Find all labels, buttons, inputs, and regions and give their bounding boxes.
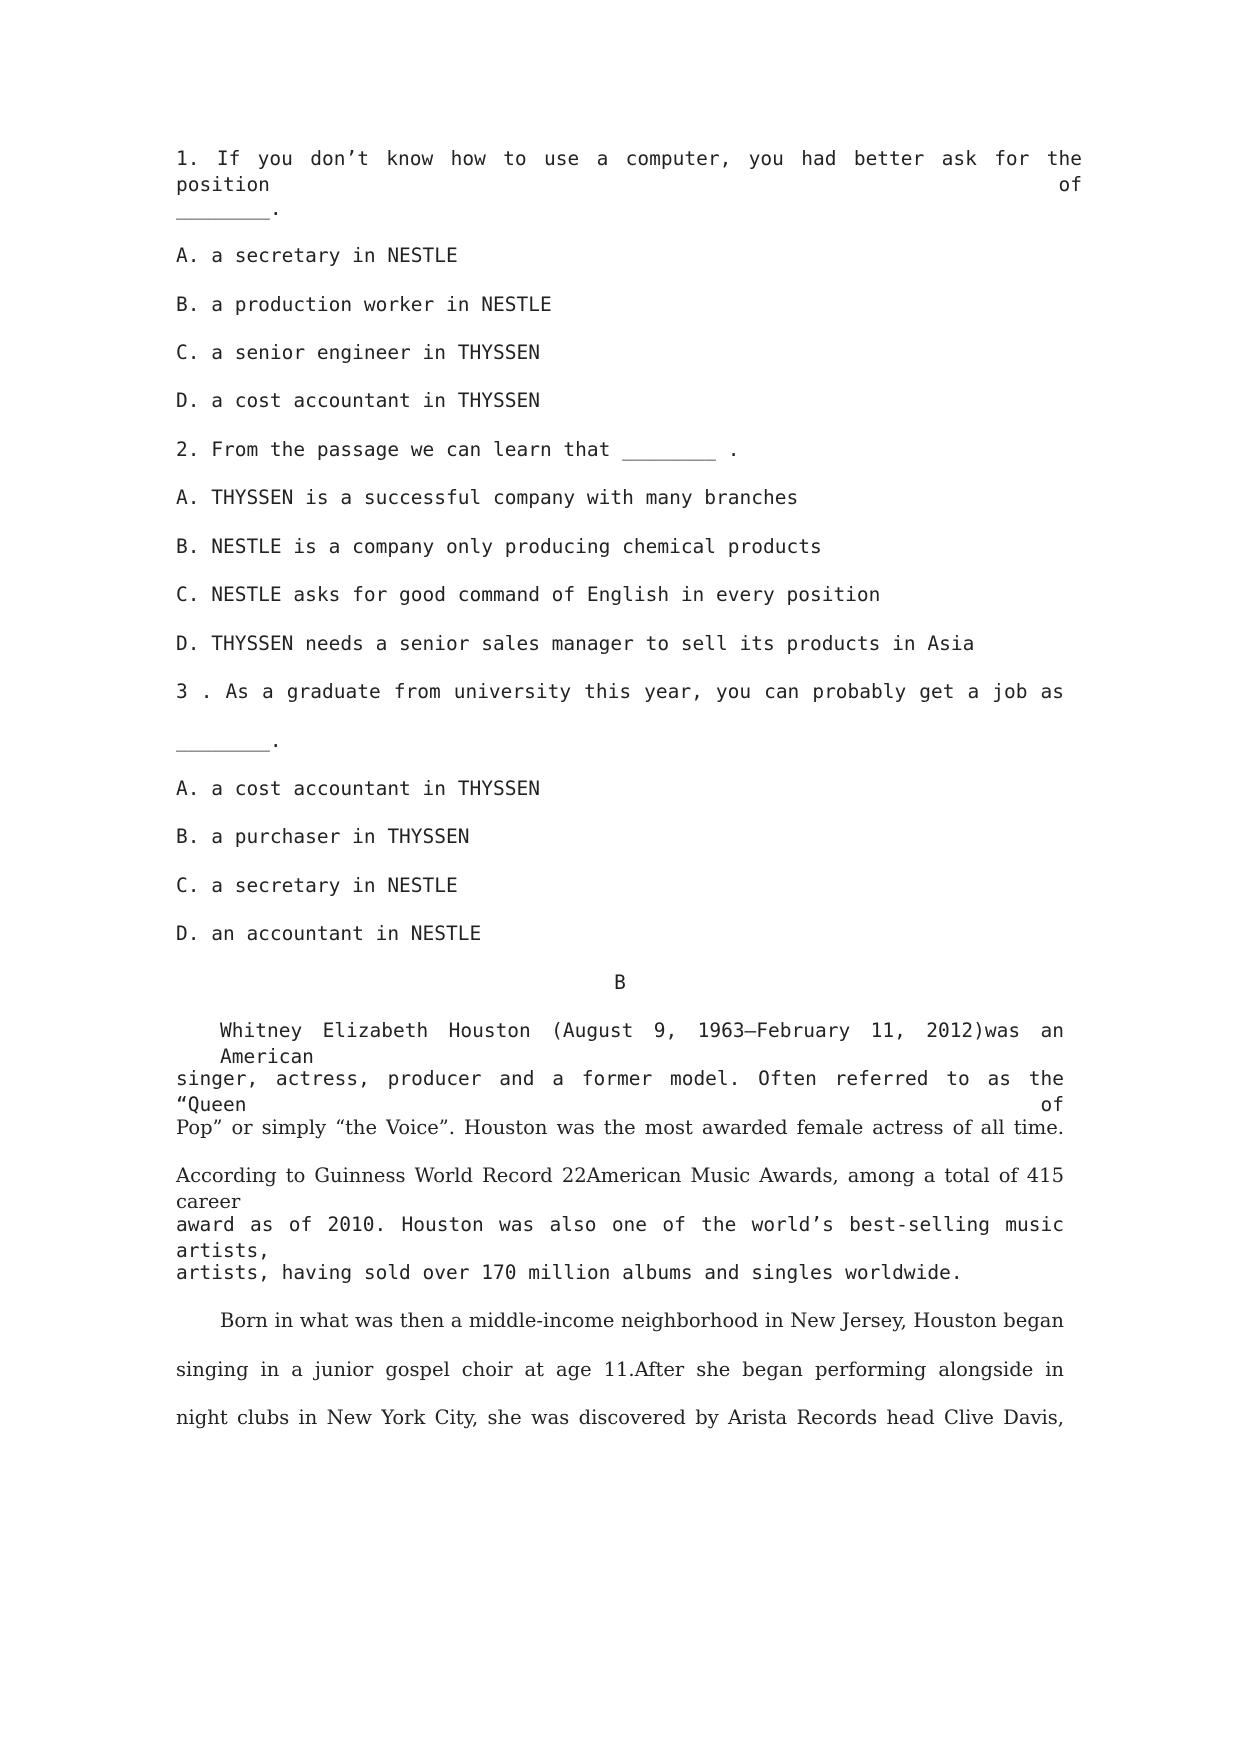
passage-p1-line-6: artists, having sold over 170 million albums and singles worldwide. (176, 1261, 963, 1284)
question-2-option-b: B. NESTLE is a company only producing chemical products (176, 535, 822, 558)
question-1-option-a: A. a secretary in NESTLE (176, 244, 458, 267)
question-1-stem: 1. If you don’t know how to use a computer, you had better ask for the position of (176, 147, 1082, 196)
question-1-option-c: C. a senior engineer in THYSSEN (176, 341, 540, 364)
question-3-blank: ________. (176, 729, 282, 752)
passage-p1-line-1: Whitney Elizabeth Houston (August 9, 1963—February 11, 2012)was an American (220, 1019, 1064, 1068)
question-1-option-b: B. a production worker in NESTLE (176, 293, 552, 316)
passage-p2-line-2: singing in a junior gospel choir at age 11.After she began performing alongside in (176, 1358, 1064, 1381)
question-3-option-c: C. a secretary in NESTLE (176, 874, 458, 897)
passage-p2-line-3: night clubs in New York City, she was discovered by Arista Records head Clive Davis, (176, 1406, 1064, 1429)
passage-p1-line-2: singer, actress, producer and a former model. Often referred to as the “Queen of (176, 1067, 1064, 1116)
question-2-option-d: D. THYSSEN needs a senior sales manager to sell its products in Asia (176, 632, 975, 655)
question-3-option-b: B. a purchaser in THYSSEN (176, 825, 470, 848)
passage-p2-line-1: Born in what was then a middle-income neighborhood in New Jersey, Houston began (220, 1309, 1064, 1332)
question-2-option-a: A. THYSSEN is a successful company with many branches (176, 486, 799, 509)
section-heading: B (614, 971, 626, 994)
question-2-option-c: C. NESTLE asks for good command of English in every position (176, 583, 881, 606)
question-3-option-d: D. an accountant in NESTLE (176, 922, 482, 945)
passage-p1-line-4: According to Guinness World Record 22American Music Awards, among a total of 415 career (176, 1164, 1064, 1213)
question-2-stem: 2. From the passage we can learn that ________ . (176, 438, 740, 461)
question-1-option-d: D. a cost accountant in THYSSEN (176, 389, 540, 412)
passage-p1-line-5: award as of 2010. Houston was also one of the world’s best-selling music artists, (176, 1213, 1064, 1262)
question-3-stem: 3 . As a graduate from university this year, you can probably get a job as (176, 680, 1064, 703)
question-3-option-a: A. a cost accountant in THYSSEN (176, 777, 540, 800)
question-1-blank: ________. (176, 197, 282, 220)
passage-p1-line-3: Pop” or simply “the Voice”. Houston was the most awarded female actress of all time. (176, 1116, 1064, 1139)
